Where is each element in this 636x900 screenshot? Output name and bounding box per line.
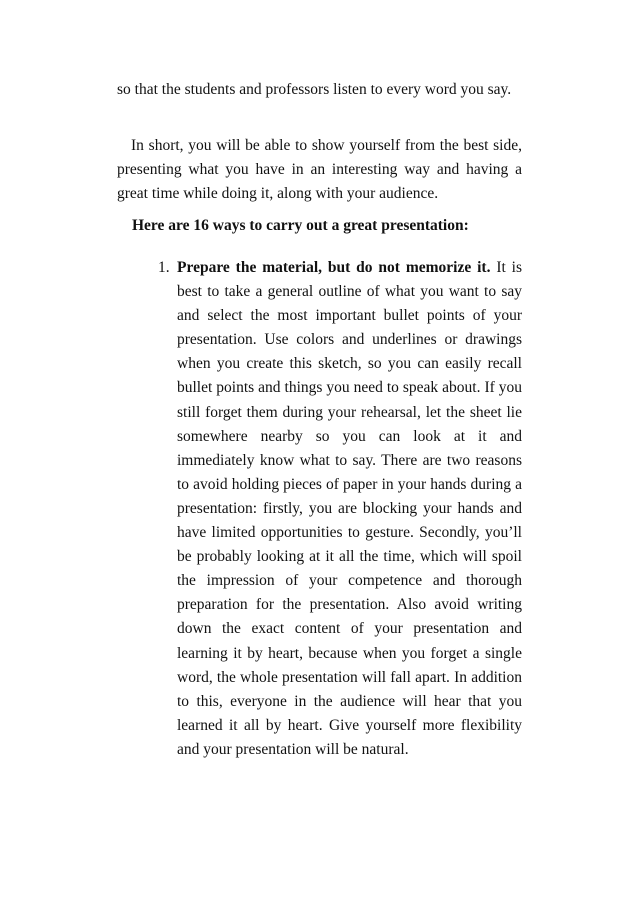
list-item-number: 1. [158, 259, 170, 276]
list-item [158, 256, 523, 762]
paragraph-continuation: so that the students and professors listen to every word you say. [117, 81, 512, 98]
paragraph-summary: In short, you will be able to show yourself from the best side, presenting what you have in an interesting way and having a great time while doing it, along with your audience. [117, 137, 522, 203]
section-heading: Here are 16 ways to carry out a great presentation: [132, 217, 469, 234]
list-item-body: It is best to take a general outline of what you want to say and select the most important bullet points of your presentation. Use colors and underlines or drawings when you create this sketch, so you can easily recall bullet points and things you need to speak about. If you still forget them during your rehearsal, let the sheet lie somewhere nearby so you can look at it and immediately know what to say. There are two reasons to avoid holding pieces of paper in your hands during a presentation: firstly, you are blocking your hands and have limited opportunities to gesture. Secondly, you’ll be probably looking at it all the time, which will spoil the impression of your competence and thorough preparation for the presentation. Also avoid writing down the exact content of your presentation and learning it by heart, because when you forget a single word, the whole presentation will fall apart. In addition to this, everyone in the audience will hear that you learned it all by heart. Give yourself more flexibility and your presentation will be natural. [177, 259, 523, 758]
list-item-lead: Prepare the material, but do not memorize it. [177, 259, 491, 276]
